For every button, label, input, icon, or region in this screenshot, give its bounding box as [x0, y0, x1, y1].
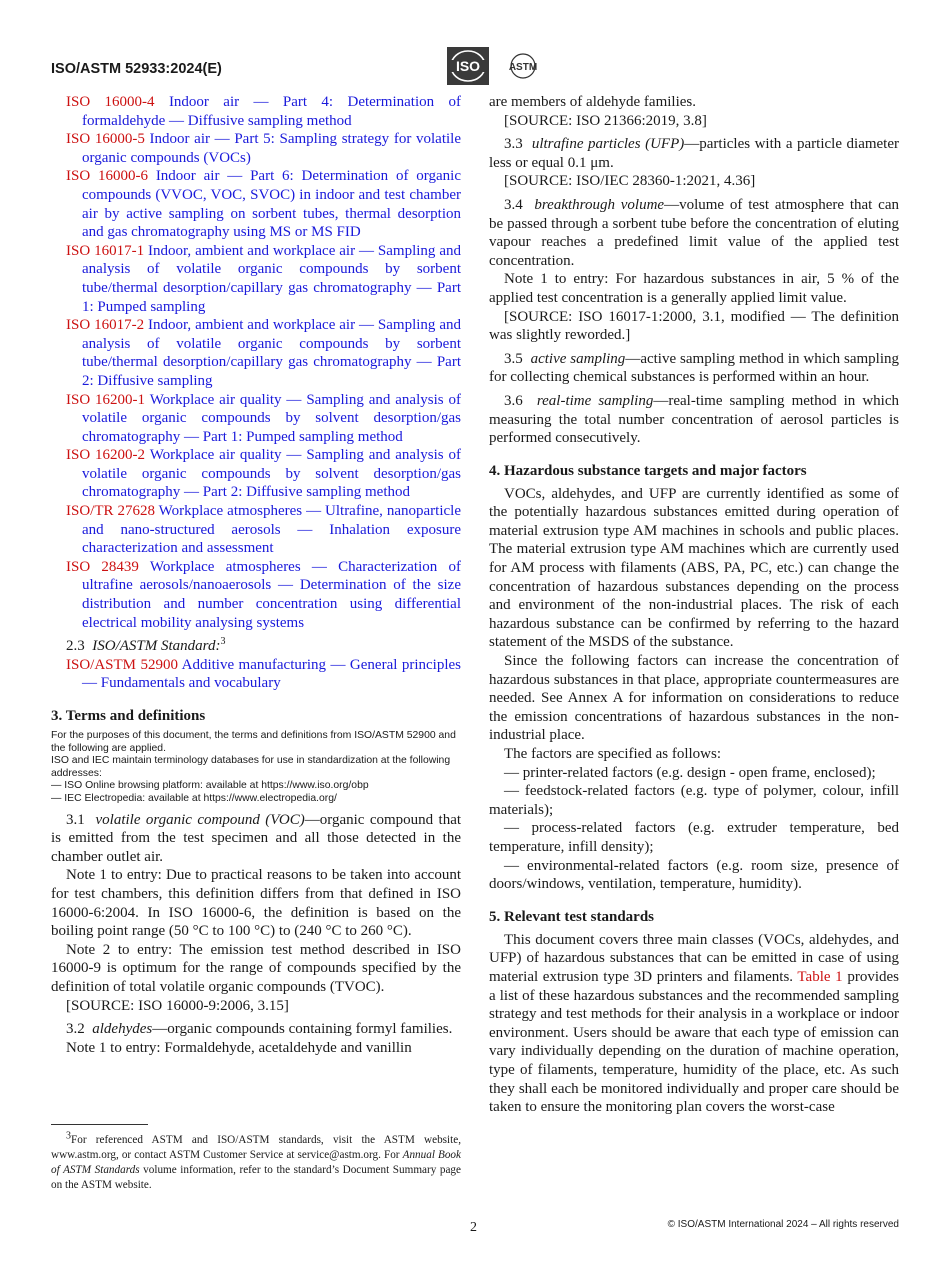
term-3-2-note-1: Note 1 to entry: Formaldehyde, acetaldehyde and vanillin	[66, 1039, 412, 1056]
document-header-title: ISO/ASTM 52933:2024(E)	[51, 61, 222, 77]
section-4-heading: 4. Hazardous substance targets and major factors	[489, 462, 807, 479]
term-3-4-note-1: Note 1 to entry: For hazardous substances in air, 5 % of the applied test concentration is a generally applied limit value.	[489, 271, 899, 306]
page-number: 2	[470, 1220, 477, 1235]
footnote-divider	[51, 1124, 148, 1125]
svg-text:ISO: ISO	[455, 58, 481, 74]
table-1-link[interactable]: Table 1	[797, 968, 843, 985]
section-4-paragraph-1: VOCs, aldehydes, and UFP are currently identified as some of the potentially hazardous substances emitted during operation of material extrusion type AM machines in schools and public places. The material extrusion type AM machines which are currently used for AM process with filaments (ABS, PA, PC, etc.) can change the concentration of hazardous substances depending on the process and environment of the non-industrial places. The risk of each hazardous substance can be confirmed by referring to the hazard statement of the MSDS of the substance.	[489, 485, 899, 651]
term-3-4-source: [SOURCE: ISO 16017-1:2000, 3.1, modified — The definition was slightly reworded.]	[489, 308, 899, 344]
reference-item[interactable]: ISO 16000-6 Indoor air — Part 6: Determination of organic compounds (VVOC, VOC, SVOC) in indoor and test chamber air by active sampling on sorbent tubes, thermal desorption and gas chromatography using MS or MS FID	[66, 168, 462, 241]
term-3-1: 3.1 volatile organic compound (VOC)—organic compound that is emitted from the test specimen and all those detected in the chamber outlet air.	[51, 811, 462, 865]
term-3-1-note-2: Note 2 to entry: The emission test method described in ISO 16000-9 is optimum for the range of compounds specified by the definition of total volatile organic compounds (TVOC).	[51, 941, 461, 995]
reference-item[interactable]: ISO 16000-5 Indoor air — Part 5: Sampling strategy for volatile organic compounds (VOCs)	[66, 131, 461, 166]
term-3-2-continuation: are members of aldehyde families.	[489, 94, 696, 110]
reference-item[interactable]: ISO 28439 Workplace atmospheres — Characterization of ultrafine aerosols/nanoaerosols — Determination of the size distribution and number concentration using differential electrical mobility analysing systems	[66, 558, 461, 631]
term-3-2: 3.2 aldehydes—organic compounds containing formyl families.	[66, 1021, 453, 1038]
reference-item[interactable]: ISO/TR 27628 Workplace atmospheres — Ultrafine, nanoparticle and nano-structured aerosols — Inhalation exposure characterization and assessment	[66, 503, 461, 557]
iso-logo-icon	[447, 47, 489, 85]
reference-item[interactable]: ISO 16017-2 Indoor, ambient and workplace air — Sampling and analysis of volatile organic compounds by sorbent tube/thermal desorption/capillary gas chromatography — Part 2: Diffusive sampling	[66, 317, 461, 389]
term-3-5: 3.5 active sampling—active sampling method in which sampling for collecting chemical substances is performed within an hour.	[489, 350, 899, 386]
factor-list	[489, 764, 899, 894]
reference-item[interactable]: ISO 16200-1 Workplace air quality — Sampling and analysis of volatile organic compounds by solvent desorption/gas chromatography — Part 1: Pumped sampling method	[66, 391, 461, 445]
reference-item[interactable]: ISO 16017-1 Indoor, ambient and workplace air — Sampling and analysis of volatile organic compounds by sorbent tube/thermal desorption/capillary gas chromatography — Part 1: Pumped sampling	[66, 242, 461, 315]
list-item: — environmental-related factors (e.g. room size, presence of doors/windows, ventilation, temperature, humidity).	[489, 857, 899, 893]
reference-item[interactable]: ISO 16200-2 Workplace air quality — Sampling and analysis of volatile organic compounds by solvent desorption/gas chromatography — Part 2: Diffusive sampling method	[66, 447, 461, 501]
reference-item-astm[interactable]: ISO/ASTM 52900 Additive manufacturing — General principles — Fundamentals and vocabulary	[66, 656, 461, 692]
term-3-1-note-1: Note 1 to entry: Due to practical reasons to be taken into account for test chambers, this definition differs from that defined in ISO 16000-6:2004. In ISO 16000-6, the definition is based on the boiling point range (50 °C to 100 °C) to (240 °C to 260 °C).	[51, 867, 461, 940]
copyright-notice: © ISO/ASTM International 2024 – All rights reserved	[667, 1219, 899, 1230]
footnote: 3For referenced ASTM and ISO/ASTM standards, visit the ASTM website, www.astm.org, or contact ASTM Customer Service at service@astm.org. For Annual Book of ASTM Standards volume information, refer to the standard’s Document Summary page on the ASTM website.	[51, 1130, 461, 1192]
term-3-1-source: [SOURCE: ISO 16000-9:2006, 3.15]	[66, 997, 289, 1014]
term-3-3: 3.3 ultrafine particles (UFP)—particles with a particle diameter less or equal 0.1 μm.	[489, 136, 900, 171]
left-column	[51, 93, 461, 1057]
reference-item[interactable]: ISO 16000-4 Indoor air — Part 4: Determination of formaldehyde — Diffusive sampling method	[66, 94, 461, 129]
list-item: — feedstock-related factors (e.g. type of polymer, colour, infill materials);	[489, 783, 899, 818]
section-3-intro: For the purposes of this document, the terms and definitions from ISO/ASTM 52900 and the following are applied. ISO and IEC maintain terminology databases for use in standardization at the following addresses: — ISO Online browsing platform: available at https://www.iso.org/obp — IEC Electropedia: available at https://www.electropedia.org/	[51, 730, 456, 804]
section-3-heading: 3. Terms and definitions	[51, 708, 206, 724]
right-column	[489, 93, 899, 1117]
term-3-2-source: [SOURCE: ISO 21366:2019, 3.8]	[504, 112, 707, 129]
subclause-2-3: 2.3 ISO/ASTM Standard:$^3$	[66, 636, 226, 655]
normative-references-list	[51, 93, 461, 632]
term-3-6: 3.6 real-time sampling—real-time sampling method in which measuring the total number concentration of aerosol particles is performed consecutively.	[489, 392, 899, 447]
section-4-paragraph-3: The factors are specified as follows:	[504, 746, 721, 762]
list-item: — process-related factors (e.g. extruder temperature, bed temperature, infill density);	[489, 820, 899, 855]
section-5-paragraph-1: This document covers three main classes (VOCs, aldehydes, and UFP) of hazardous substances that can be emitted in case of using material extrusion type 3D printers and filaments. Table 1 provides a list of these hazardous substances and the recommended sampling strategy and test methods for their analysis in a workplace or indoor environment. Users should be aware that each type of emission can vary individually depending on the duration of machine operation, type of filaments, temperature, humidity of the place, etc. As such they shall each be monitored individually and proper care should be taken to ensure the monitoring plan covers the worst-case	[489, 931, 899, 1116]
footnote-marker[interactable]: 3	[220, 636, 226, 648]
term-3-3-source: [SOURCE: ISO/IEC 28360-1:2021, 4.36]	[504, 173, 756, 190]
section-4-paragraph-2: Since the following factors can increase the concentration of hazardous substances in that place, appropriate countermeasures are needed. See Annex A for information on considerations to reduce the emission concentrations of hazardous substances in the non-industrial place.	[489, 653, 899, 744]
list-item: — printer-related factors (e.g. design - open frame, enclosed);	[504, 764, 876, 781]
section-5-heading: 5. Relevant test standards	[489, 908, 654, 925]
svg-text:ASTM: ASTM	[508, 62, 538, 73]
astm-logo-icon	[503, 49, 543, 83]
term-3-4: 3.4 breakthrough volume—volume of test atmosphere that can be passed through a sorbent tube before the concentration of eluting vapour reaches a predefined limit value of the applied test concentration.	[489, 196, 899, 269]
